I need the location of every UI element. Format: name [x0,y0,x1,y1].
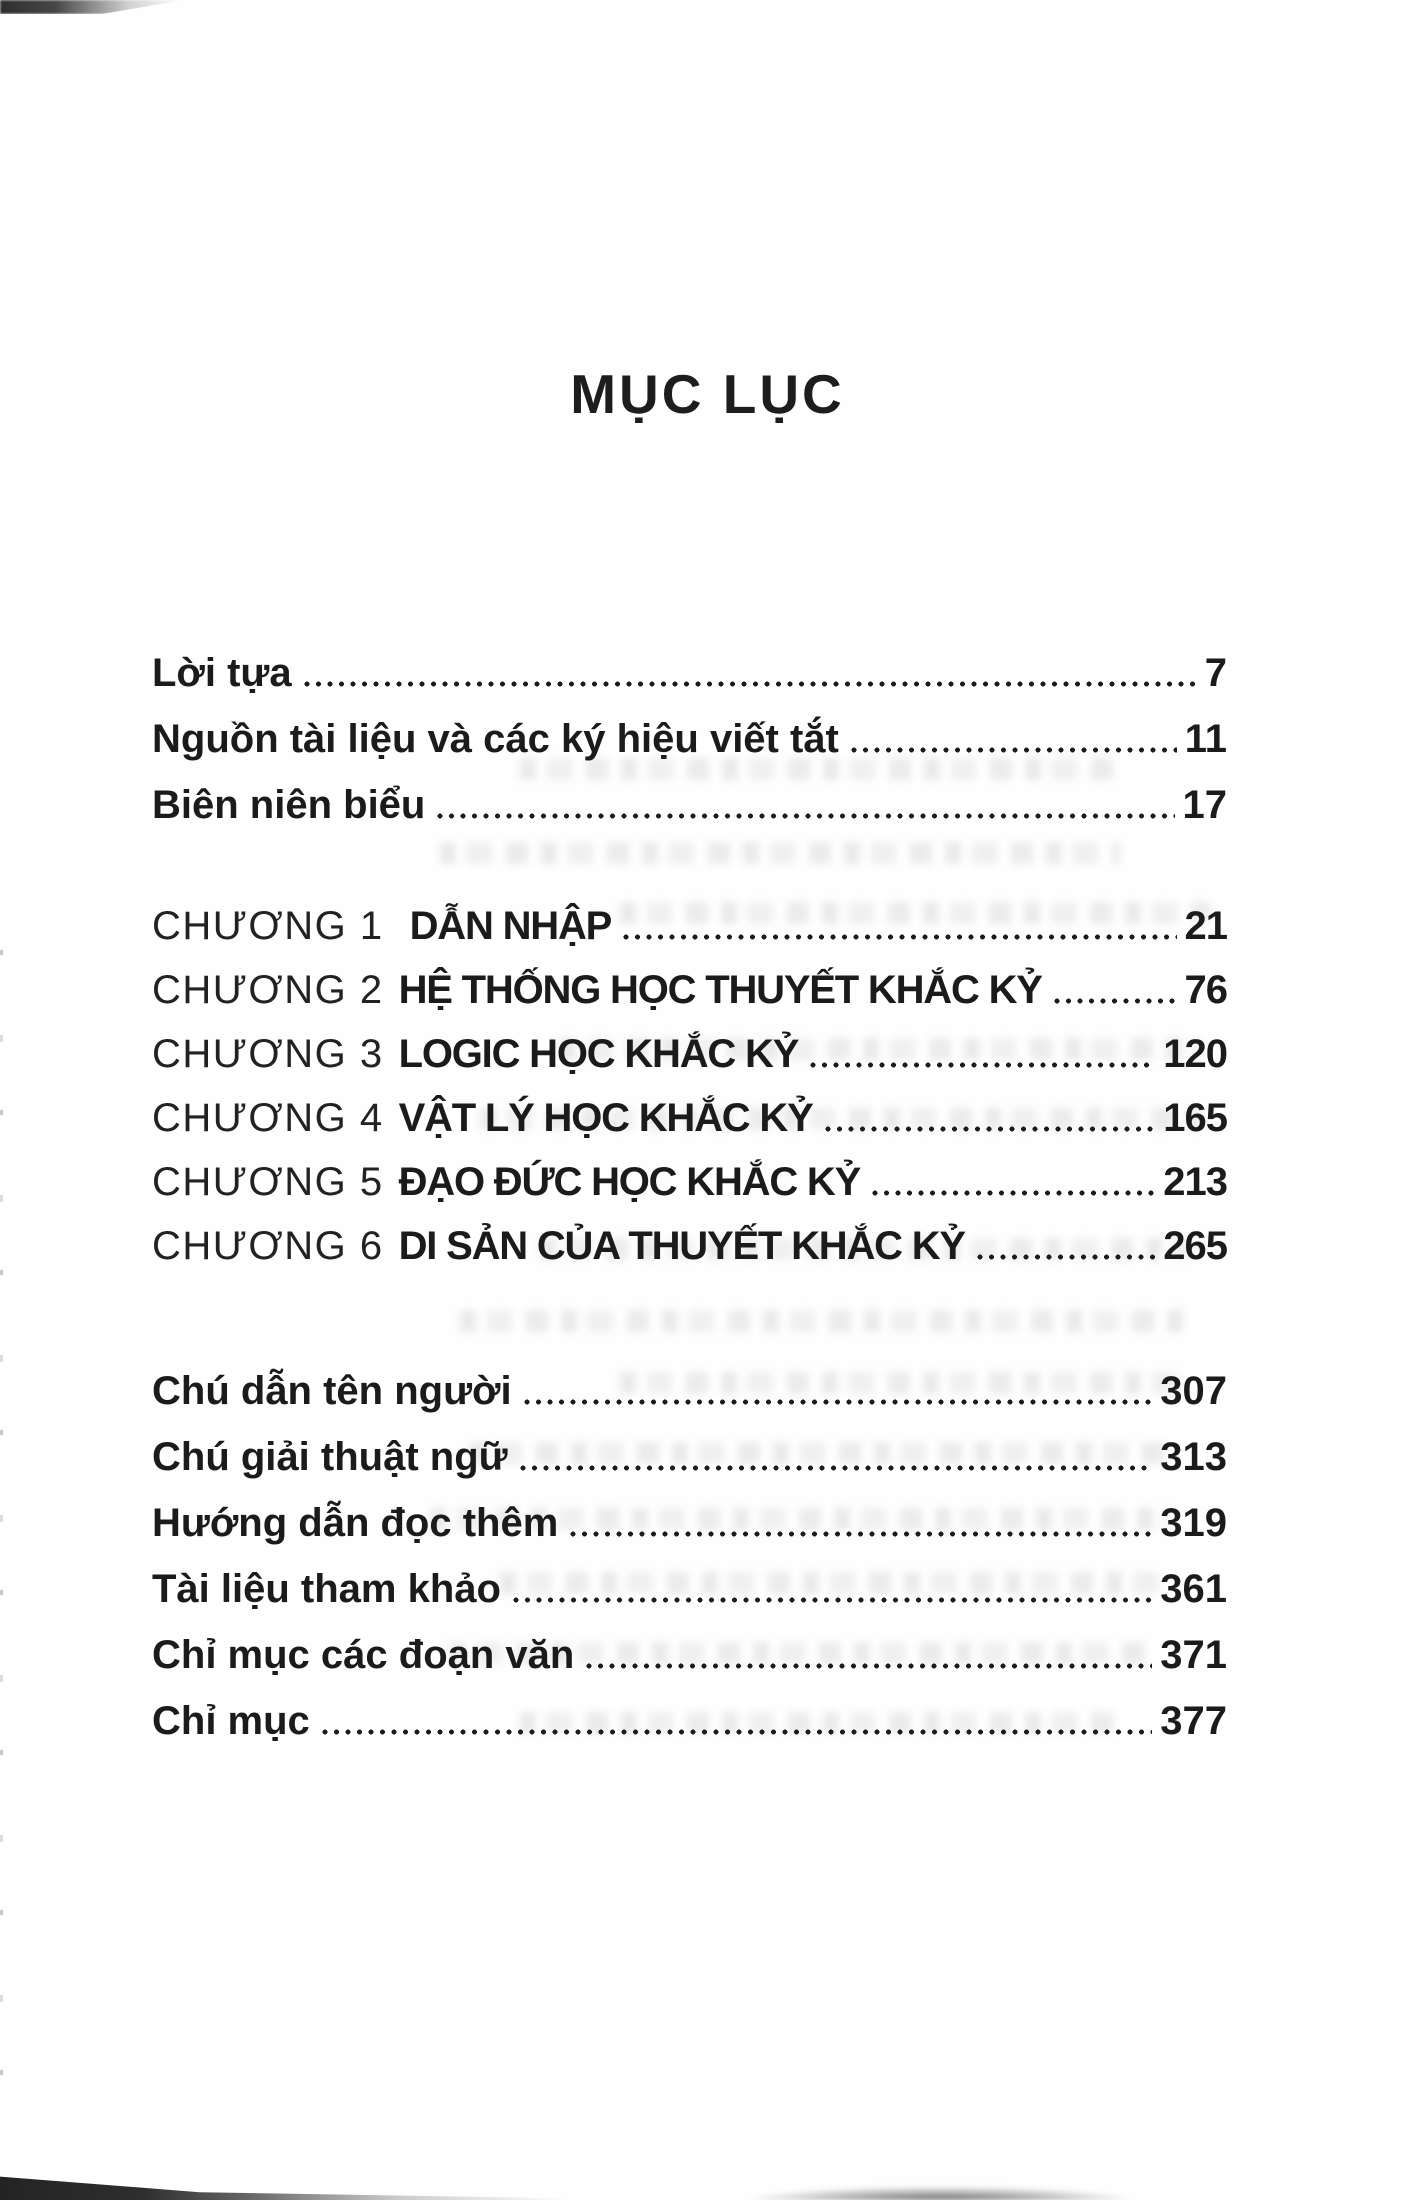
toc-chapter-entry [152,894,1227,958]
toc-entry-page-number: 361 [1160,1567,1227,1611]
toc-entry-label: Biên niên biểu [152,783,426,827]
chapter-title: VẬT LÝ HỌC KHẮC KỶ [398,1096,813,1140]
scan-smudge-top-left [0,0,185,14]
toc-entry [152,1688,1227,1754]
toc-entry-page-number: 213 [1163,1160,1227,1204]
dot-leader [524,1399,1153,1405]
dot-leader [570,1531,1152,1537]
back-matter-section [152,1358,1227,1754]
chapter-title: ĐẠO ĐỨC HỌC KHẮC KỶ [398,1160,861,1204]
toc-entry [152,1358,1227,1424]
dot-leader [437,813,1174,819]
dot-leader [810,1062,1155,1068]
toc-entry [152,706,1227,772]
toc-entry [152,640,1227,706]
page-title: MỤC LỤC [570,363,845,425]
toc-entry-page-number: 371 [1160,1633,1227,1677]
dot-leader [851,747,1177,753]
toc-chapter-entry [152,1150,1227,1214]
toc-chapter-entry [152,1086,1227,1150]
toc-chapter-entry [152,958,1227,1022]
dot-leader [1054,998,1177,1004]
dot-leader [322,1729,1152,1735]
toc-entry-page-number: 7 [1204,651,1227,695]
chapter-number-label: CHƯƠNG 3 [152,1032,384,1076]
toc-chapter-entry [152,1214,1227,1278]
toc-entry-label: Hướng dẫn đọc thêm [152,1501,559,1545]
front-matter-section [152,640,1227,838]
toc-entry-page-number: 313 [1160,1435,1227,1479]
dot-leader [872,1190,1155,1196]
dot-leader [513,1597,1152,1603]
chapter-number-label: CHƯƠNG 4 [152,1096,384,1140]
dot-leader [304,681,1197,687]
toc-entry-page-number: 17 [1182,783,1227,827]
chapter-title: DI SẢN CỦA THUYẾT KHẮC KỶ [398,1224,965,1268]
toc-entry-page-number: 319 [1160,1501,1227,1545]
chapter-number-label: CHƯƠNG 6 [152,1224,384,1268]
toc-entry [152,1622,1227,1688]
scan-smudge-bottom-left [0,2174,570,2200]
toc-entry-page-number: 11 [1184,717,1227,761]
dot-leader [586,1663,1152,1669]
chapter-title: LOGIC HỌC KHẮC KỶ [398,1032,799,1076]
scan-smudge-bottom-center [745,2186,1135,2200]
toc-entry [152,1424,1227,1490]
toc-entry-label: Chỉ mục [152,1699,310,1743]
dot-leader [825,1126,1156,1132]
toc-entry-page-number: 165 [1163,1096,1227,1140]
toc-entry-label: Lời tựa [152,651,292,695]
toc-entry [152,1556,1227,1622]
toc-entry-label: Chú dẫn tên người [152,1369,512,1413]
chapters-section [152,894,1227,1278]
chapter-number-label: CHƯƠNG 5 [152,1160,384,1204]
toc-entry-page-number: 307 [1160,1369,1227,1413]
toc-entry-label: Chú giải thuật ngữ [152,1435,508,1479]
chapter-title: HỆ THỐNG HỌC THUYẾT KHẮC KỶ [398,968,1042,1012]
table-of-contents [152,640,1227,1754]
scan-edge-specks [0,950,3,2100]
toc-entry-label: Nguồn tài liệu và các ký hiệu viết tắt [152,717,839,761]
toc-entry-label: Tài liệu tham khảo [152,1567,501,1611]
toc-entry-page-number: 120 [1163,1032,1227,1076]
toc-entry-page-number: 265 [1163,1224,1227,1268]
dot-leader [977,1254,1155,1260]
toc-entry [152,772,1227,838]
toc-entry-page-number: 377 [1160,1699,1227,1743]
dot-leader [520,1465,1153,1471]
chapter-number-label: CHƯƠNG 2 [152,968,384,1012]
toc-entry-label: Chỉ mục các đoạn văn [152,1633,575,1677]
chapter-title: DẪN NHẬP [409,904,612,948]
toc-chapter-entry [152,1022,1227,1086]
toc-entry-page-number: 21 [1184,904,1227,948]
toc-entry-page-number: 76 [1184,968,1227,1012]
chapter-number-label: CHƯƠNG 1 [152,904,384,948]
dot-leader [623,934,1176,940]
toc-entry [152,1490,1227,1556]
